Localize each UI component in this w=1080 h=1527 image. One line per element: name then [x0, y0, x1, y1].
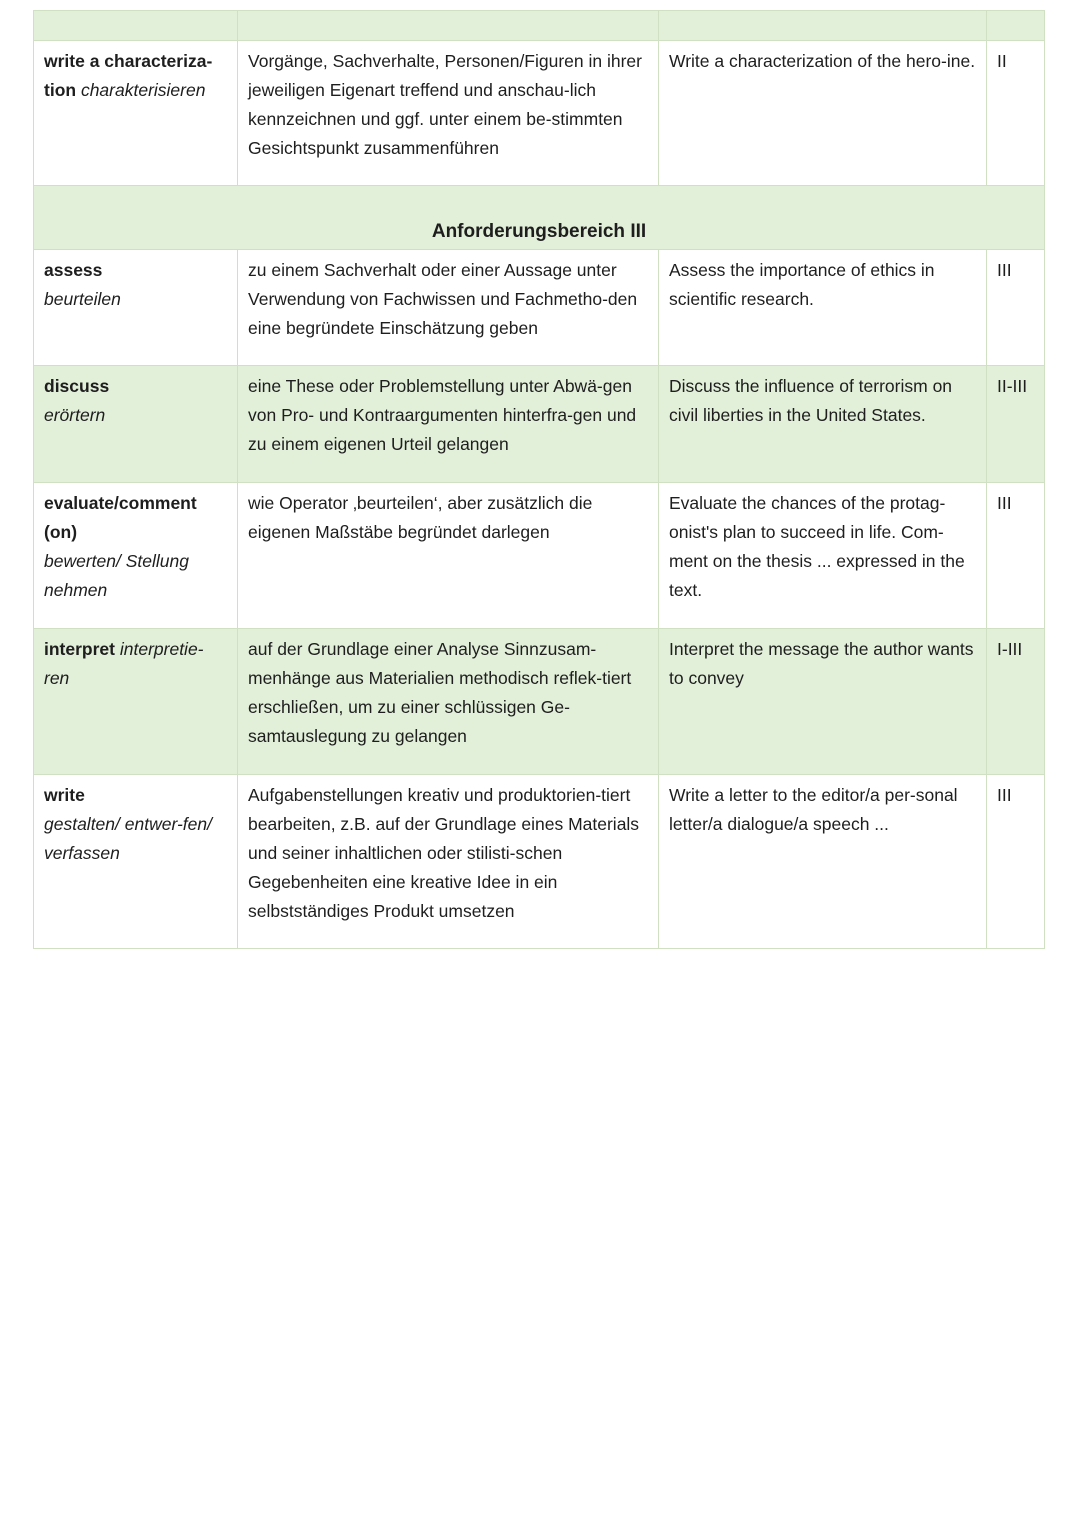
example-cell: Assess the importance of ethics in scientific research. — [659, 250, 987, 366]
table-row — [34, 41, 1045, 186]
operator-german: gestalten/ entwer-fen/ verfassen — [44, 814, 212, 863]
operator-german: charakterisieren — [80, 80, 206, 100]
table-row — [34, 483, 1045, 629]
operators-table — [33, 10, 1045, 949]
header-cell — [987, 11, 1045, 41]
operator-cell — [34, 366, 238, 483]
table-header-row — [34, 11, 1045, 41]
operator-german: interpretie-ren — [44, 639, 204, 688]
example-cell: Write a letter to the editor/a per-sonal letter/a dialogue/a speech ... — [659, 775, 987, 949]
operator-cell — [34, 629, 238, 775]
example-cell: Interpret the message the author wants to convey — [659, 629, 987, 775]
operator-cell — [34, 775, 238, 949]
operator-cell — [34, 250, 238, 366]
operator-cell — [34, 41, 238, 186]
header-cell — [238, 11, 659, 41]
operator-german: bewerten/ Stellung nehmen — [44, 551, 189, 600]
operator-cell — [34, 483, 238, 629]
operator-english: evaluate/comment (on) — [44, 493, 197, 542]
level-cell: II — [987, 41, 1045, 186]
section-row — [34, 186, 1045, 250]
example-cell: Evaluate the chances of the protag-onist's plan to succeed in life. Com-ment on the thesis ... expressed in the text. — [659, 483, 987, 629]
operator-english: discuss — [44, 376, 110, 396]
table-row — [34, 629, 1045, 775]
operator-english: interpret — [44, 639, 115, 659]
level-cell: I-III — [987, 629, 1045, 775]
level-cell: III — [987, 250, 1045, 366]
operator-german: beurteilen — [44, 289, 121, 309]
definition-cell: Aufgabenstellungen kreativ und produktorien-tiert bearbeiten, z.B. auf der Grundlage eines Materials und seiner inhaltlichen oder stilisti-schen Gegebenheiten eine kreative Idee in ein selbstständiges Produkt umsetzen — [238, 775, 659, 949]
header-cell — [34, 11, 238, 41]
example-cell: Write a characterization of the hero-ine. — [659, 41, 987, 186]
operator-english: write — [44, 785, 85, 805]
definition-cell: eine These oder Problemstellung unter Abwä-gen von Pro- und Kontraargumenten hinterfra-gen und zu einem eigenen Urteil gelangen — [238, 366, 659, 483]
level-cell: II-III — [987, 366, 1045, 483]
operator-german: erörtern — [44, 405, 106, 425]
table-row — [34, 366, 1045, 483]
example-cell: Discuss the influence of terrorism on civil liberties in the United States. — [659, 366, 987, 483]
definition-cell: auf der Grundlage einer Analyse Sinnzusam-menhänge aus Materialien methodisch reflek-tiert erschließen, um zu einer schlüssigen Ge-samtauslegung zu gelangen — [238, 629, 659, 775]
table-row — [34, 775, 1045, 949]
operator-english: assess — [44, 260, 103, 280]
section-title: Anforderungsbereich III — [34, 186, 1045, 250]
definition-cell: wie Operator ‚beurteilen‘, aber zusätzlich die eigenen Maßstäbe begründet darlegen — [238, 483, 659, 629]
header-cell — [659, 11, 987, 41]
operator-english: write a characteriza-tion — [44, 51, 213, 100]
level-cell: III — [987, 483, 1045, 629]
definition-cell: zu einem Sachverhalt oder einer Aussage unter Verwendung von Fachwissen und Fachmetho-den eine begründete Einschätzung geben — [238, 250, 659, 366]
table-row — [34, 250, 1045, 366]
definition-cell: Vorgänge, Sachverhalte, Personen/Figuren in ihrer jeweiligen Eigenart treffend und anschau-lich kennzeichnen und ggf. unter einem be-stimmten Gesichtspunkt zusammenführen — [238, 41, 659, 186]
level-cell: III — [987, 775, 1045, 949]
